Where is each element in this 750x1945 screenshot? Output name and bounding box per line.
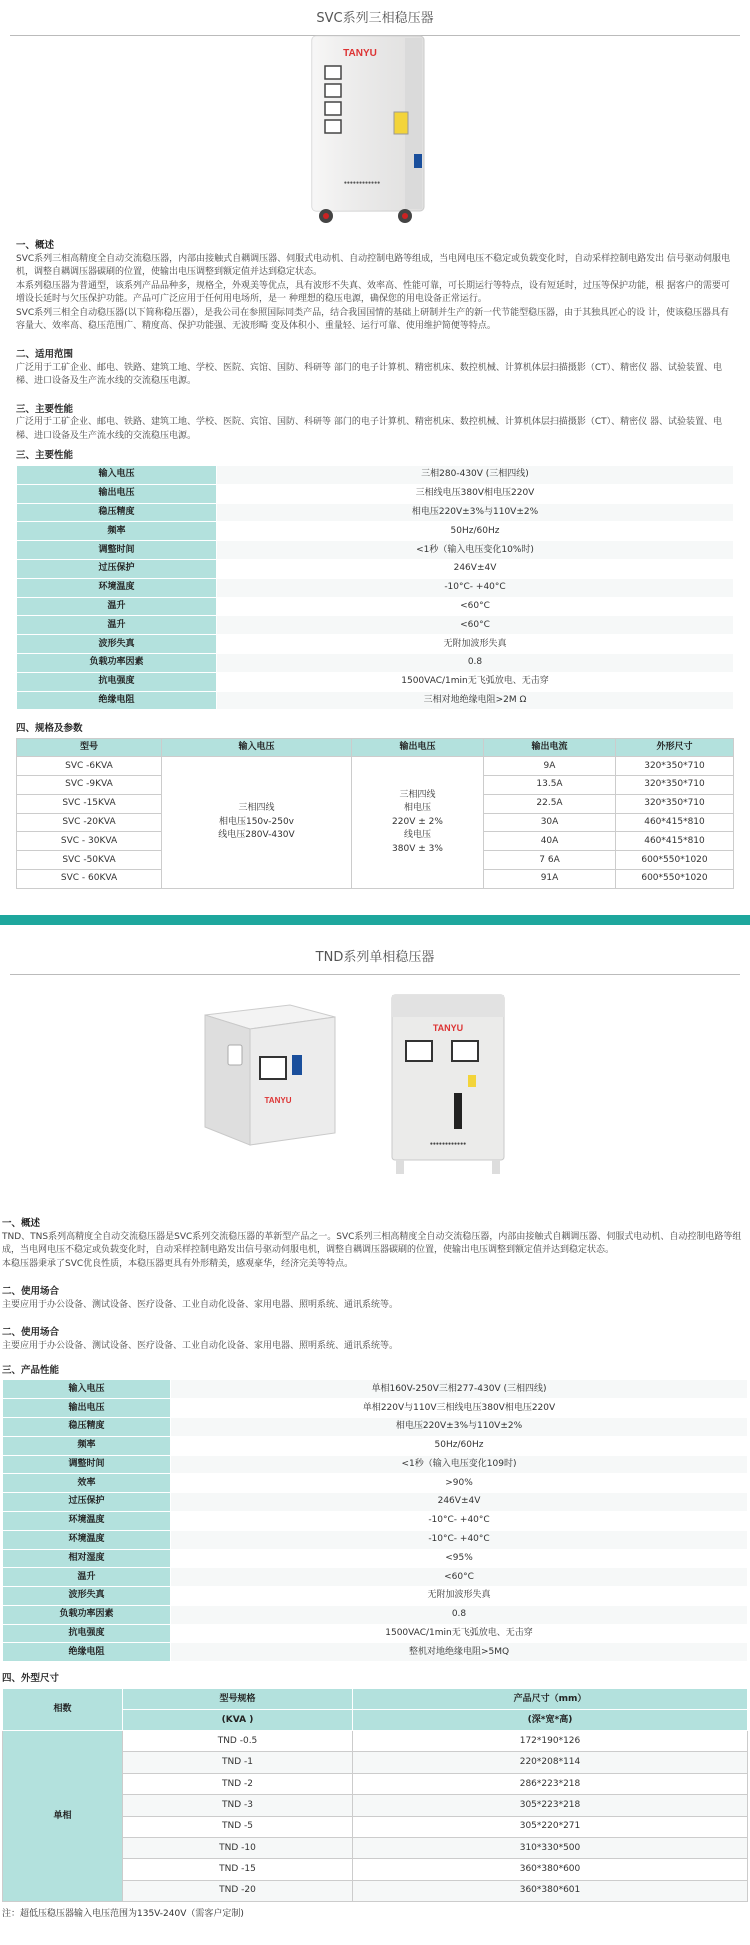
svc-overview-p1: SVC系列三相高精度全自动交流稳压器，内部由接触式自耦调压器、伺服式电动机、自动控制电路等组成，当电网电压不稳定或负载变化时，自动采样控制电路发出 信号驱动伺服电机，调整自耦调压器碳刷的位置，使输出电压调整到额定值并达到稳定状态。 (16, 253, 731, 278)
spec-key: 稳压精度 (17, 503, 217, 522)
tnd-perf-heading: 三、产品性能 (2, 1364, 60, 1376)
dim-model: TND -20 (123, 1880, 353, 1901)
param-current: 22.5A (484, 794, 616, 813)
tnd-body (0, 1217, 750, 1921)
spec-key: 温升 (17, 616, 217, 635)
spec-value: 单相220V与110V三相线电压380V相电压220V (171, 1399, 748, 1418)
spec-key: 抗电强度 (3, 1624, 171, 1643)
spec-row (3, 1455, 748, 1474)
param-output-voltage (352, 757, 484, 889)
spec-row (3, 1530, 748, 1549)
tnd-usage-text-2: 主要应用于办公设备、测试设备、医疗设备、工业自动化设备、家用电器、照明系统、通讯系统等。 (2, 1341, 399, 1352)
param-current: 91A (484, 869, 616, 888)
spec-value: <60°C (171, 1568, 748, 1587)
spec-key: 输入电压 (17, 466, 217, 485)
param-model: SVC -15KVA (17, 794, 162, 813)
spec-value: 1500VAC/1min无飞弧放电、无击穿 (217, 672, 734, 691)
tnd-title-text: TND系列单相稳压器 (315, 949, 435, 965)
spec-row (3, 1380, 748, 1399)
spec-key: 抗电强度 (17, 672, 217, 691)
dim-group: 单相 (3, 1731, 123, 1902)
spec-key: 调整时间 (17, 541, 217, 560)
dim-size: 220*208*114 (353, 1752, 748, 1773)
tnd-product-image (0, 975, 750, 1215)
svc-overview-p2: 本系列稳压器为普通型，该系列产品品种多，规格全，外观美等优点，具有波形不失真、效率高、性能可靠，可长期运行等特点，设有短延时，过压等保护功能，根 据客户的需要可 增设长延时与欠压保护功能。产品可广泛应用于任何用电场所，是一 种理想的稳压电源，确保您的用电设备正常运行。 (16, 280, 730, 305)
dim-size: 310*330*500 (353, 1838, 748, 1859)
spec-value: 0.8 (217, 654, 734, 673)
dim-header-size: 产品尺寸（mm） (353, 1689, 748, 1710)
spec-key: 波形失真 (3, 1587, 171, 1606)
param-current: 7 6A (484, 851, 616, 870)
dim-model: TND -1 (123, 1752, 353, 1773)
dim-size: 305*220*271 (353, 1816, 748, 1837)
spec-row (3, 1643, 748, 1662)
svc-overview-heading: 一、概述 (16, 240, 55, 251)
param-output-line: 220V ± 2% (392, 816, 443, 827)
spec-value: 相电压220V±3%与110V±2% (217, 503, 734, 522)
tnd-dim-table (2, 1688, 748, 1902)
param-input-line: 三相四线 (238, 803, 275, 814)
spec-row (3, 1624, 748, 1643)
param-header-output: 输出电压 (352, 739, 484, 757)
svc-scope-heading: 二、适用范围 (16, 348, 74, 360)
svc-body (0, 239, 750, 889)
spec-row (17, 503, 734, 522)
spec-row (3, 1493, 748, 1512)
param-current: 30A (484, 813, 616, 832)
spec-value: -10°C- +40°C (171, 1511, 748, 1530)
spec-key: 调整时间 (3, 1455, 171, 1474)
svc-scope-text: 广泛用于工矿企业、邮电、铁路、建筑工地、学校、医院、宾馆、国防、科研等 部门的电子计算机、精密机床、数控机械、计算机体层扫描摄影（CT）、精密仪 器、试验装置、电梯、进口设备及生产流水线的交流稳压电源。 (16, 362, 723, 387)
param-model: SVC -20KVA (17, 813, 162, 832)
param-size: 600*550*1020 (616, 851, 734, 870)
param-model: SVC -9KVA (17, 775, 162, 794)
dim-size: 172*190*126 (353, 1731, 748, 1752)
spec-key: 频率 (3, 1436, 171, 1455)
spec-value: 无附加波形失真 (217, 635, 734, 654)
dim-row (3, 1731, 748, 1752)
dim-size: 286*223*218 (353, 1773, 748, 1794)
dim-size: 360*380*601 (353, 1880, 748, 1901)
dim-model: TND -3 (123, 1795, 353, 1816)
spec-value: 相电压220V±3%与110V±2% (171, 1417, 748, 1436)
dim-size: 305*223*218 (353, 1795, 748, 1816)
spec-row (17, 578, 734, 597)
param-header-model: 型号 (17, 739, 162, 757)
tnd-usage-text-1: 主要应用于办公设备、测试设备、医疗设备、工业自动化设备、家用电器、照明系统、通讯系统等。 (2, 1299, 399, 1310)
param-model: SVC - 30KVA (17, 832, 162, 851)
spec-key: 环境温度 (3, 1511, 171, 1530)
tnd-overview-p1: TND、TNS系列高精度全自动交流稳压器是SVC系列交流稳压器的革新型产品之一。SVC系列三相高精度全自动交流稳压器，内部由接触式自耦调压器、伺服式电动机、自动控制电路等组成，当电网电压不稳定或负载变化时，自动采样控制电路发出信号驱动伺服电机，调整自耦调压器碳刷的位置，使输出电压调整到额定值并达到稳定状态。 (2, 1231, 742, 1256)
spec-row (17, 654, 734, 673)
param-output-line: 线电压 (403, 830, 431, 841)
brand-logo: TANYU (343, 48, 377, 59)
param-model: SVC -50KVA (17, 851, 162, 870)
dim-model: TND -0.5 (123, 1731, 353, 1752)
tnd-usage-heading-1: 二、使用场合 (2, 1286, 60, 1298)
tnd-overview-p2: 本稳压器秉承了SVC优良性质，本稳压器更具有外形精美，感观豪华，经济完美等特点。 (2, 1258, 354, 1269)
svc-product-image (0, 34, 750, 229)
param-size: 320*350*710 (616, 757, 734, 776)
svc-overview-p3: SVC系列三相全自动稳压器(以下简称稳压器），是我公司在参照国际同类产品，结合我国国情的基础上研制并生产的新一代节能型稳压器，由于其独具匠心的设 计，使该稳压器具有 容量大、效率高、稳压范围广、精度高、保护功能强、无波形畸 变及体积小、重量轻、运行可靠、使用维护简便等特点。 (16, 307, 730, 332)
spec-row (17, 635, 734, 654)
param-row (17, 757, 734, 776)
svg-text:TANYU: TANYU (432, 1022, 464, 1033)
svc-perf-heading-2: 三、主要性能 (16, 450, 74, 462)
param-size: 600*550*1020 (616, 869, 734, 888)
spec-key: 过压保护 (3, 1493, 171, 1512)
spec-row (3, 1399, 748, 1418)
dim-header-phase: 相数 (3, 1689, 123, 1731)
dim-model: TND -10 (123, 1838, 353, 1859)
spec-row (17, 597, 734, 616)
spec-value: 246V±4V (217, 560, 734, 579)
spec-value: <95% (171, 1549, 748, 1568)
svc-perf-text: 广泛用于工矿企业、邮电、铁路、建筑工地、学校、医院、宾馆、国防、科研等 部门的电子计算机、精密机床、数控机械、计算机体层扫描摄影（CT）、精密仪 器、试验装置、电梯、进口设备及生产流水线的交流稳压电源。 (16, 417, 723, 441)
spec-row (17, 672, 734, 691)
param-model: SVC - 60KVA (17, 869, 162, 888)
spec-value: <1秒（输入电压变化10%时) (217, 541, 734, 560)
spec-value: 0.8 (171, 1605, 748, 1624)
param-header-current: 输出电流 (484, 739, 616, 757)
tnd-overview-heading: 一、概述 (2, 1217, 41, 1229)
spec-key: 输出电压 (3, 1399, 171, 1418)
spec-value: >90% (171, 1474, 748, 1493)
spec-key: 温升 (17, 597, 217, 616)
spec-value: 三相对地绝缘电阻>2M Ω (217, 691, 734, 710)
param-input-line: 相电压150v-250v (218, 816, 294, 827)
spec-row (3, 1436, 748, 1455)
dim-header-model: 型号规格 (123, 1689, 353, 1710)
spec-value: 单相160V-250V三相277-430V (三相四线) (171, 1380, 748, 1399)
param-input-voltage (162, 757, 352, 889)
spec-key: 效率 (3, 1474, 171, 1493)
spec-key: 稳压精度 (3, 1417, 171, 1436)
svc-title-text: SVC系列三相稳压器 (316, 11, 434, 26)
svc-params-heading: 四、规格及参数 (16, 723, 83, 735)
spec-row (3, 1605, 748, 1624)
param-current: 40A (484, 832, 616, 851)
svc-section-title (0, 0, 750, 34)
three-phase-stabilizer-illustration (0, 34, 750, 229)
spec-row (17, 541, 734, 560)
spec-row (3, 1549, 748, 1568)
spec-value: 三相线电压380V相电压220V (217, 484, 734, 503)
spec-key: 相对湿度 (3, 1549, 171, 1568)
svg-text:TANYU: TANYU (264, 1095, 292, 1105)
spec-row (3, 1474, 748, 1493)
spec-row (17, 466, 734, 485)
spec-key: 环境温度 (3, 1530, 171, 1549)
spec-value: 三相280-430V (三相四线) (217, 466, 734, 485)
spec-key: 过压保护 (17, 560, 217, 579)
spec-row (3, 1568, 748, 1587)
spec-row (17, 560, 734, 579)
section-divider (0, 915, 750, 925)
spec-value: 246V±4V (171, 1493, 748, 1512)
param-header-size: 外形尺寸 (616, 739, 734, 757)
dim-size: 360*380*600 (353, 1859, 748, 1880)
spec-row (17, 691, 734, 710)
tnd-dim-heading: 四、外型尺寸 (2, 1673, 60, 1685)
svg-text:●●●●●●●●●●●●: ●●●●●●●●●●●● (429, 1140, 467, 1147)
svc-spec-table (16, 465, 734, 710)
spec-row (17, 484, 734, 503)
dim-subheader-dwh: (深*宽*高) (353, 1710, 748, 1731)
spec-value: 50Hz/60Hz (171, 1436, 748, 1455)
param-input-line: 线电压280V-430V (218, 830, 295, 841)
dim-model: TND -2 (123, 1773, 353, 1794)
param-output-line: 相电压 (403, 803, 431, 814)
spec-key: 频率 (17, 522, 217, 541)
spec-value: -10°C- +40°C (217, 578, 734, 597)
tnd-usage-heading-2: 二、使用场合 (2, 1327, 60, 1339)
spec-value: 1500VAC/1min无飞弧放电、无击穿 (171, 1624, 748, 1643)
param-size: 460*415*810 (616, 832, 734, 851)
dim-model: TND -15 (123, 1859, 353, 1880)
tnd-footnote: 注：超低压稳压器输入电压范围为135V-240V（需客户定制) (2, 1909, 244, 1920)
spec-key: 输出电压 (17, 484, 217, 503)
spec-key: 温升 (3, 1568, 171, 1587)
spec-row (17, 616, 734, 635)
spec-key: 波形失真 (17, 635, 217, 654)
spec-row (3, 1587, 748, 1606)
spec-row (17, 522, 734, 541)
spec-value: 50Hz/60Hz (217, 522, 734, 541)
param-size: 320*350*710 (616, 775, 734, 794)
svc-param-table (16, 738, 734, 889)
spec-value: -10°C- +40°C (171, 1530, 748, 1549)
dim-subheader-kva: (KVA ) (123, 1710, 353, 1731)
spec-row (3, 1511, 748, 1530)
param-header-input: 输入电压 (162, 739, 352, 757)
spec-row (3, 1417, 748, 1436)
param-size: 320*350*710 (616, 794, 734, 813)
spec-value: <60°C (217, 616, 734, 635)
svg-text:●●●●●●●●●●●●: ●●●●●●●●●●●● (343, 180, 381, 186)
single-phase-stabilizer-illustration (0, 975, 750, 1215)
spec-key: 负载功率因素 (3, 1605, 171, 1624)
param-model: SVC -6KVA (17, 757, 162, 776)
spec-key: 环境温度 (17, 578, 217, 597)
tnd-spec-table (2, 1379, 748, 1662)
spec-key: 绝缘电阻 (17, 691, 217, 710)
param-output-line: 380V ± 3% (392, 843, 443, 854)
dim-model: TND -5 (123, 1816, 353, 1837)
spec-value: 无附加波形失真 (171, 1587, 748, 1606)
svc-perf-heading-1: 三、主要性能 (16, 403, 74, 415)
spec-value: <1秒（输入电压变化109时) (171, 1455, 748, 1474)
param-size: 460*415*810 (616, 813, 734, 832)
spec-value: <60°C (217, 597, 734, 616)
spec-key: 输入电压 (3, 1380, 171, 1399)
param-output-line: 三相四线 (399, 789, 436, 800)
spec-key: 绝缘电阻 (3, 1643, 171, 1662)
param-current: 13.5A (484, 775, 616, 794)
spec-key: 负载功率因素 (17, 654, 217, 673)
tnd-section-title (0, 925, 750, 975)
spec-value: 整机对地绝缘电阻>5MQ (171, 1643, 748, 1662)
param-current: 9A (484, 757, 616, 776)
